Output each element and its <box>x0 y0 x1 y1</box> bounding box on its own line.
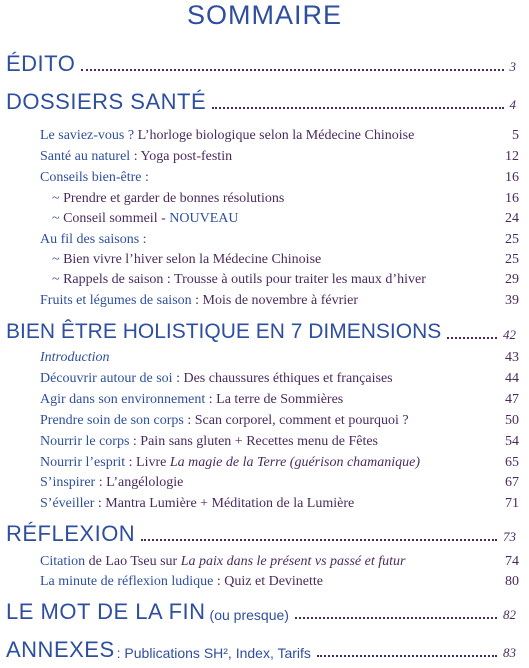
section-label: ANNEXES <box>6 637 115 662</box>
entry-italic: La magie de la Terre (guérison chamanique) <box>169 455 421 470</box>
toc-entry[interactable] <box>40 454 420 472</box>
section-page: 73 <box>503 529 516 544</box>
entry-lead: Le saviez-vous ? <box>40 128 135 143</box>
section-dossiers-sante[interactable] <box>6 88 516 114</box>
entry-page: 71 <box>505 496 519 511</box>
entry-lead: ~ <box>52 272 64 287</box>
entry-lead: Au fil des saisons : <box>40 232 147 247</box>
toc-entry[interactable] <box>40 433 378 451</box>
entry-page: 5 <box>512 128 519 143</box>
entry-lead: Découvrir autour de soi <box>40 371 173 386</box>
dot-leader <box>81 69 503 71</box>
dot-leader <box>212 107 503 109</box>
entry-lead: Nourrir l’esprit <box>40 455 126 470</box>
toc-entry[interactable] <box>40 495 354 513</box>
entry-text: Prendre et garder de bonnes résolutions <box>63 191 285 206</box>
toc-entry[interactable] <box>40 127 414 145</box>
new-badge: NOUVEAU <box>169 211 239 226</box>
section-note: : Publications SH², Index, Tarifs <box>116 645 311 661</box>
entry-italic: Introduction <box>40 350 110 365</box>
section-reflexion[interactable] <box>6 520 516 546</box>
toc-entry[interactable] <box>40 412 409 430</box>
section-label: ÉDITO <box>6 51 76 76</box>
section-annexes[interactable] <box>6 636 516 662</box>
entry-page: 24 <box>505 211 519 226</box>
entry-lead: Conseils bien-être : <box>40 170 149 185</box>
section-bien-etre[interactable] <box>6 318 516 344</box>
entry-lead: Fruits et légumes de saison <box>40 293 192 308</box>
entry-lead: ~ <box>52 211 64 226</box>
toc-entry[interactable] <box>40 231 147 249</box>
entry-lead: S’inspirer <box>40 475 96 490</box>
entry-page: 50 <box>505 413 519 428</box>
entry-text: : Quiz et Devinette <box>213 574 324 589</box>
dot-leader <box>295 617 497 619</box>
entry-page: 43 <box>505 350 519 365</box>
section-edito[interactable] <box>6 50 516 76</box>
entry-text: : Pain sans gluten + Recettes menu de Fêtes <box>129 434 378 449</box>
dot-leader <box>317 655 497 657</box>
toc-subentry[interactable] <box>52 271 426 289</box>
toc-subentry[interactable] <box>52 210 238 228</box>
entry-page: 74 <box>505 554 519 569</box>
dot-leader <box>447 337 497 339</box>
page-title: SOMMAIRE <box>186 0 342 30</box>
section-page: 3 <box>509 59 516 74</box>
entry-text: : Livre <box>125 455 170 470</box>
entry-lead: Nourrir le corps <box>40 434 130 449</box>
toc-entry[interactable] <box>40 169 149 187</box>
entry-page: 12 <box>505 149 519 164</box>
entry-text: : Des chaussures éthiques et françaises <box>172 371 393 386</box>
entry-lead: Santé au naturel <box>40 149 131 164</box>
section-label: RÉFLEXION <box>6 521 136 546</box>
section-page: 4 <box>509 97 516 112</box>
entry-page: 54 <box>505 434 519 449</box>
entry-lead: ~ <box>52 252 64 267</box>
section-label: BIEN ÊTRE HOLISTIQUE EN 7 DIMENSIONS <box>6 320 442 343</box>
entry-text: Conseil sommeil - <box>63 211 170 226</box>
toc-entry[interactable] <box>40 474 183 492</box>
entry-page: 16 <box>505 170 519 185</box>
toc-subentry[interactable] <box>52 190 284 208</box>
toc-entry[interactable] <box>40 148 232 166</box>
toc-entry[interactable] <box>40 349 109 367</box>
section-mot-de-la-fin[interactable] <box>6 598 516 624</box>
entry-page: 39 <box>505 293 519 308</box>
entry-text: : Scan corporel, comment et pourquoi ? <box>183 413 409 428</box>
toc-entry[interactable] <box>40 553 405 571</box>
entry-page: 44 <box>505 371 519 386</box>
entry-page: 47 <box>505 392 519 407</box>
entry-lead: Citation <box>40 554 86 569</box>
entry-lead: S’éveiller <box>40 496 95 511</box>
entry-italic: La paix dans le présent vs passé et futur <box>180 554 406 569</box>
entry-text: L’horloge biologique selon la Médecine Chinoise <box>134 128 415 143</box>
section-note: (ou presque) <box>209 607 289 623</box>
section-label: LE MOT DE LA FIN <box>6 599 206 624</box>
entry-text: Bien vivre l’hiver selon la Médecine Chinoise <box>63 252 322 267</box>
entry-page: 80 <box>505 574 519 589</box>
entry-page: 65 <box>505 455 519 470</box>
entry-text: : Mois de novembre à février <box>191 293 359 308</box>
entry-text: Rappels de saison : Trousse à outils pour traiter les maux d’hiver <box>63 272 426 287</box>
entry-lead: Agir dans son environnement <box>40 392 206 407</box>
dot-leader <box>141 539 497 541</box>
toc-entry[interactable] <box>40 391 343 409</box>
toc-entry[interactable] <box>40 573 323 591</box>
section-label: DOSSIERS SANTÉ <box>6 89 207 114</box>
entry-text: de Lao Tseu sur <box>85 554 181 569</box>
entry-page: 67 <box>505 475 519 490</box>
entry-text: : La terre de Sommières <box>205 392 344 407</box>
entry-page: 16 <box>505 191 519 206</box>
entry-lead: Prendre soin de son corps <box>40 413 184 428</box>
entry-lead: La minute de réflexion ludique <box>40 574 214 589</box>
section-page: 42 <box>503 327 516 342</box>
entry-text: : Mantra Lumière + Méditation de la Lumière <box>94 496 355 511</box>
entry-page: 25 <box>505 232 519 247</box>
toc-entry[interactable] <box>40 370 393 388</box>
section-page: 83 <box>503 645 516 660</box>
section-page: 82 <box>503 607 516 622</box>
toc-subentry[interactable] <box>52 251 321 269</box>
toc-entry[interactable] <box>40 292 358 310</box>
entry-page: 29 <box>505 272 519 287</box>
entry-text: : L’angélologie <box>95 475 184 490</box>
entry-text: : Yoga post-festin <box>130 149 233 164</box>
entry-page: 25 <box>505 252 519 267</box>
entry-lead: ~ <box>52 191 64 206</box>
